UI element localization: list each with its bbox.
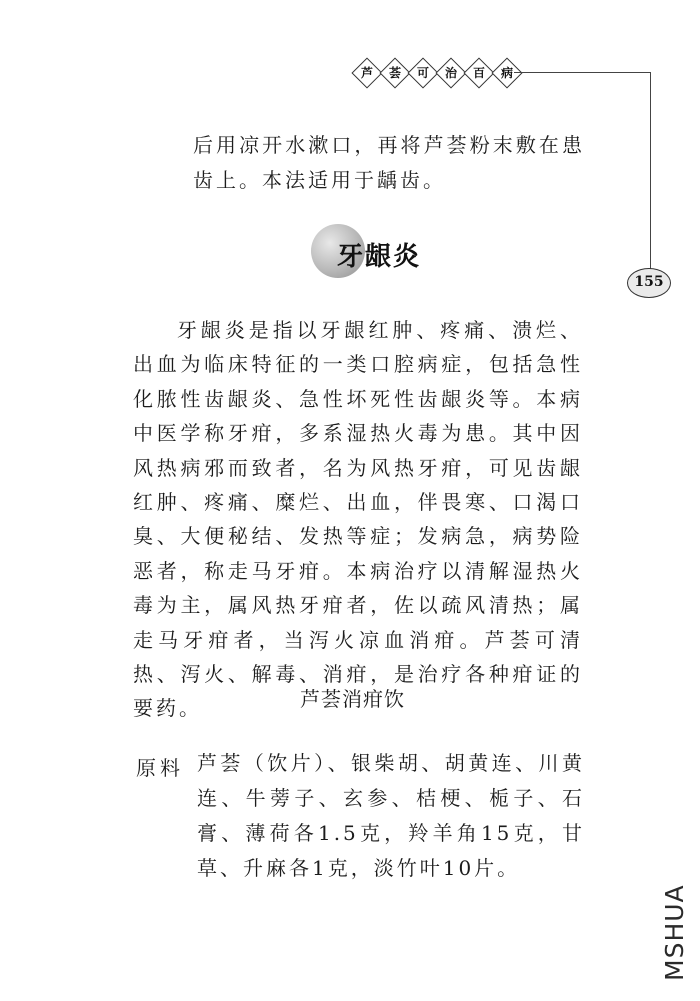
header-glyph: 荟 <box>379 57 410 88</box>
page-number: 155 <box>627 268 671 298</box>
running-header <box>356 62 524 84</box>
header-rule <box>514 72 651 73</box>
section-title: 牙龈炎 <box>337 242 422 272</box>
header-glyph: 治 <box>435 57 466 88</box>
watermark: MSHUA <box>660 884 689 981</box>
ingredients-label: 原料 <box>136 756 184 780</box>
side-rule <box>650 72 651 270</box>
recipe-title: 芦荟消疳饮 <box>300 687 405 711</box>
header-glyph: 芦 <box>351 57 382 88</box>
ingredients-text: 芦荟（饮片）、银柴胡、胡黄连、川黄连、牛蒡子、玄参、桔梗、栀子、石膏、薄荷各1.5克，羚羊角15克，甘草、升麻各1克，淡竹叶10片。 <box>197 751 585 880</box>
header-glyph: 百 <box>463 57 494 88</box>
header-glyph: 可 <box>407 57 438 88</box>
header-glyph: 病 <box>491 57 522 88</box>
continued-paragraph: 后用凉开水漱口，再将芦荟粉末敷在患齿上。本法适用于龋齿。 <box>193 133 585 192</box>
intro-paragraph: 牙龈炎是指以牙龈红肿、疼痛、溃烂、出血为临床特征的一类口腔病症，包括急性化脓性齿龈炎、急性坏死性齿龈炎等。本病中医学称牙疳，多系湿热火毒为患。其中因风热病邪而致者，名为风热牙疳，可见齿龈红肿、疼痛、糜烂、出血，伴畏寒、口渴口臭、大便秘结、发热等症；发病急，病势险恶者，称走马牙疳。本病治疗以清解湿热火毒为主，属风热牙疳者，佐以疏风清热；属走马牙疳者，当泻火凉血消疳。芦荟可清热、泻火、解毒、消疳，是治疗各种疳证的要药。 <box>133 318 583 721</box>
